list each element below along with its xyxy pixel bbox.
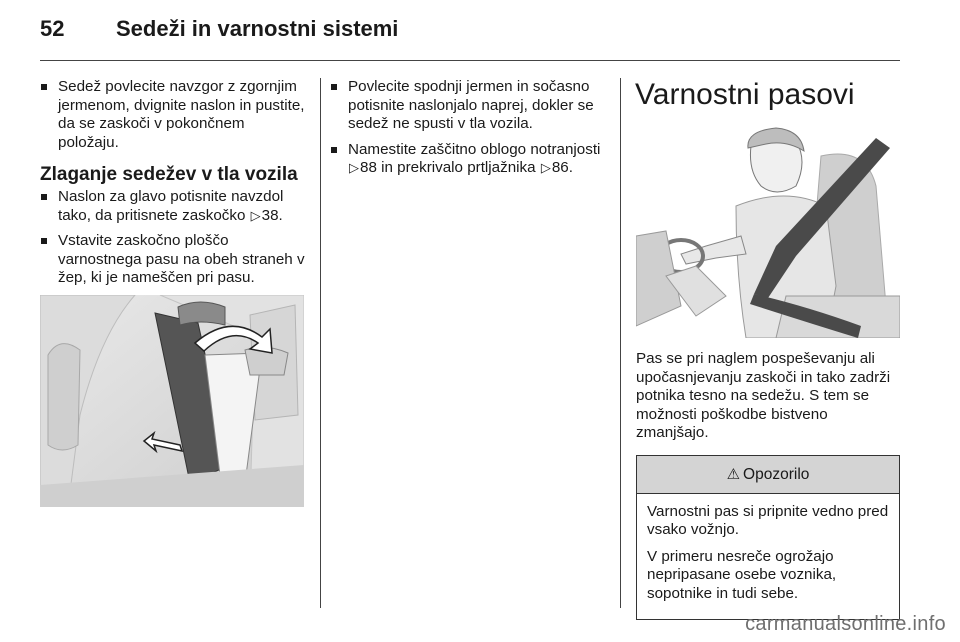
column-divider-2	[620, 78, 621, 608]
bullet-square-icon	[331, 84, 337, 90]
bullet-square-icon	[41, 84, 47, 90]
page-reference-link[interactable]: 38.	[261, 206, 283, 224]
seat-folding-illustration	[40, 295, 304, 507]
page-reference-icon: ▷	[349, 160, 359, 175]
warning-icon: ⚠	[726, 465, 741, 483]
list-item	[330, 141, 606, 178]
page-reference-icon: ▷	[250, 207, 261, 223]
page-reference-icon: ▷	[540, 160, 551, 175]
column-3	[636, 78, 900, 620]
bullet-square-icon	[41, 238, 47, 244]
site-watermark: carmanualsonline.info	[745, 613, 946, 635]
section-heading-folding: Zlaganje sedežev v tla vozila	[40, 164, 298, 185]
bullet-text: Povlecite spodnji jermen in sočasno potisnite naslonjalo naprej, dokler se sedež ne spusti v tla vozila.	[348, 78, 594, 132]
list-item	[40, 188, 308, 225]
warning-body	[637, 494, 899, 620]
warning-box	[636, 455, 900, 621]
list-item	[40, 78, 308, 152]
page-number: 52	[40, 16, 65, 41]
bullet-text: Naslon za glavo potisnite navzdol tako, da pritisnete zaskočko ▷38.	[58, 188, 284, 224]
seat-belt-description: Pas se pri naglem pospeševanju ali upočasnjevanju zaskoči in tako zadrži potnika tesno na sedežu. S tem se možnosti poškodbe bistveno zmanjšajo.	[636, 350, 891, 441]
warning-title: Opozorilo	[743, 465, 810, 483]
column-2	[330, 78, 606, 185]
bullet-square-icon	[331, 147, 337, 153]
seat-belt-driver-illustration	[636, 126, 900, 338]
header-divider	[40, 60, 900, 61]
bullet-text: Sedež povlecite navzgor z zgornjim jermenom, dvignite naslon in pustite, da se zaskoči v pokončnem položaju.	[58, 78, 305, 151]
bullet-square-icon	[41, 194, 47, 200]
bullet-text: Namestite zaščitno oblogo notranjosti ▷88 in prekrivalo prtljažnika ▷86.	[348, 140, 601, 176]
warning-header	[637, 456, 899, 494]
list-item	[330, 78, 606, 134]
page-reference-link[interactable]: 88 in prekrivalo prtljažnika	[360, 159, 536, 176]
section-heading-seat-belts: Varnostni pasovi	[635, 78, 855, 111]
page-reference-link[interactable]: 86.	[551, 159, 573, 176]
warning-paragraph: V primeru nesreče ogrožajo nepripasane osebe voznika, sopotnike in tudi sebe.	[647, 547, 837, 602]
warning-paragraph: Varnostni pas si pripnite vedno pred vsako vožnjo.	[647, 502, 889, 538]
column-divider-1	[320, 78, 321, 608]
column-1	[40, 78, 308, 507]
list-item	[40, 232, 308, 288]
page-title: Sedeži in varnostni sistemi	[116, 16, 399, 41]
bullet-text: Vstavite zaskočno ploščo varnostnega pasu na obeh straneh v žep, ki je nameščen pri pasu.	[58, 232, 305, 286]
